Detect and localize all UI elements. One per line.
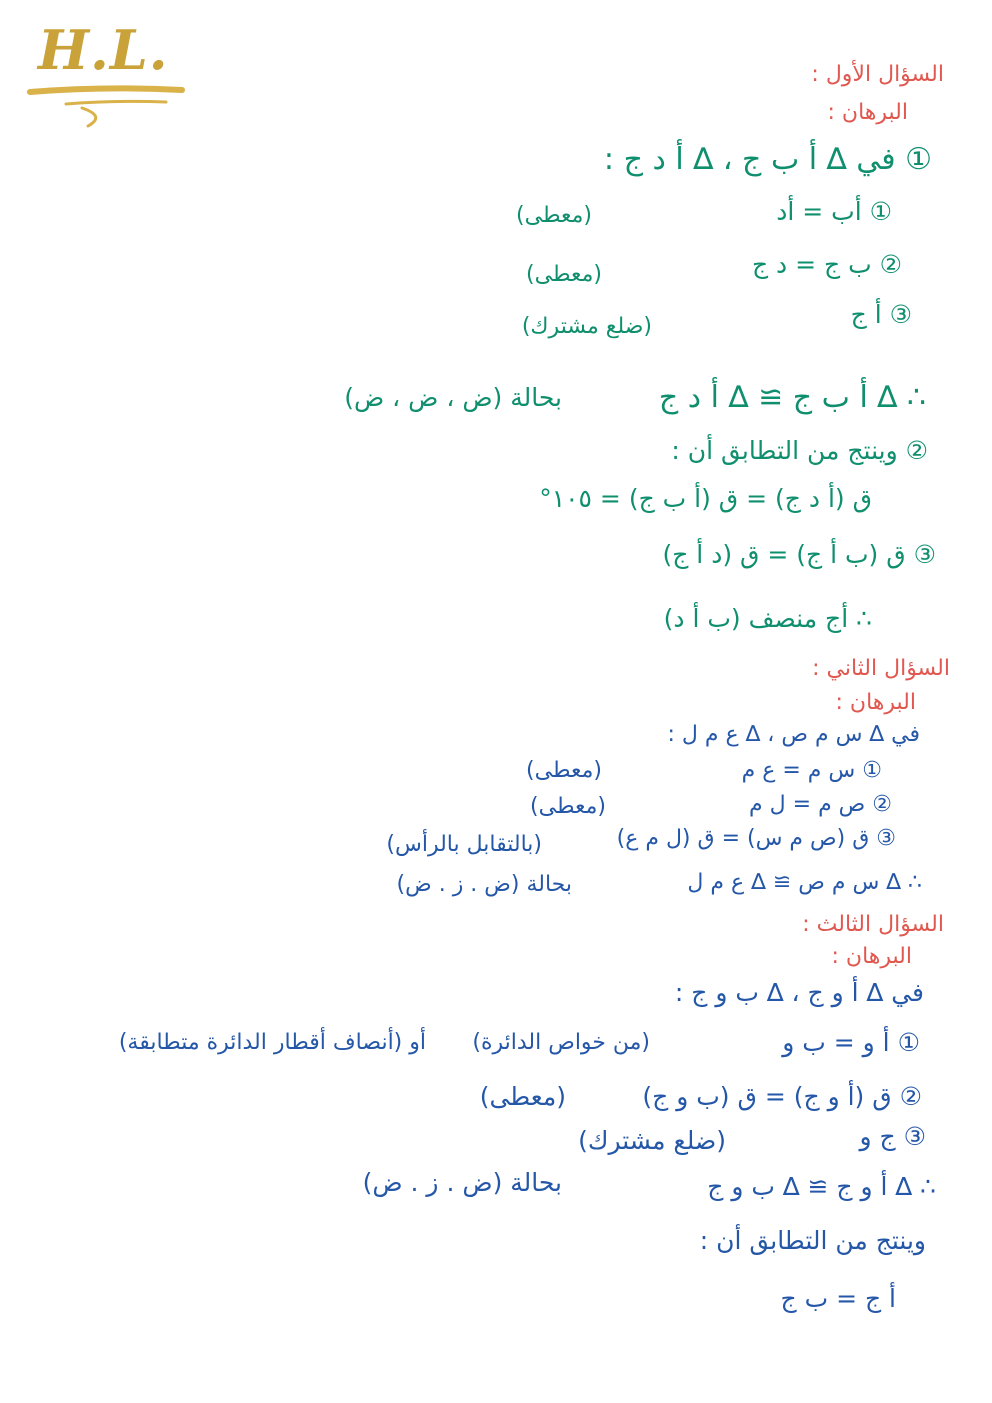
q2-proof-label: البرهان : <box>835 690 916 715</box>
q2-case: بحالة (ض . ز . ض) <box>396 872 572 897</box>
q3-step-1-reason-alt: أو (أنصاف أقطار الدائرة متطابقة) <box>118 1030 426 1055</box>
q1-step-angles: ③ ق (ب أ ج) = ق (د أ ج) <box>662 540 936 569</box>
q2-step-3: ③ ق (ص م س) = ق (ل م ع) <box>616 826 896 851</box>
logo-text: H.L. <box>38 18 169 82</box>
q3-intro: في ∆ أ و ج ، ∆ ب و ج : <box>674 978 924 1007</box>
q1-step-2-reason: (معطى) <box>526 262 602 287</box>
q2-conclusion: ∴ ∆ س م ص ≅ ∆ ع م ل <box>687 870 922 895</box>
logo-underline-icon <box>26 18 186 133</box>
q1-proof-label: البرهان : <box>827 100 908 125</box>
q3-conclusion: ∴ ∆ أ و ج ≅ ∆ ب و ج <box>707 1172 936 1201</box>
q2-step-1-reason: (معطى) <box>526 758 602 783</box>
q1-step-2: ② ب ج = د ج <box>751 250 902 279</box>
q1-step-3-reason: (ضلع مشترك) <box>521 314 652 339</box>
q3-proof-label: البرهان : <box>831 944 912 969</box>
q1-title: السؤال الأول : <box>811 62 944 87</box>
q3-title: السؤال الثالث : <box>802 912 944 937</box>
q3-step-2: ② ق (أ و ج) = ق (ب و ج) <box>642 1082 922 1111</box>
q1-step-3: ③ أ ج <box>850 300 912 329</box>
q2-step-2-reason: (معطى) <box>530 794 606 819</box>
q1-step-1: ① أب = أد <box>776 197 892 226</box>
q2-step-1: ① س م = ع م <box>741 758 882 783</box>
q1-angle-equality: ق (أ د ج) = ق (أ ب ج) = ١٠٥° <box>539 484 872 513</box>
q3-step-3: ③ ج و <box>859 1122 926 1151</box>
q2-step-2: ② ص م = ل م <box>749 792 892 817</box>
logo <box>26 18 186 133</box>
q2-step-3-reason: (بالتقابل بالرأس) <box>386 832 542 857</box>
q3-step-3-reason: (ضلع مشترك) <box>578 1126 726 1155</box>
q2-title: السؤال الثاني : <box>812 656 950 681</box>
q3-step-1: ① أ و = ب و <box>782 1028 920 1057</box>
q2-intro: في ∆ س م ص ، ∆ ع م ل : <box>667 722 920 747</box>
q1-conclusion: ∴ ∆ أ ب ج ≅ ∆ أ د ج <box>658 380 926 415</box>
q1-intro: ① في ∆ أ ب ج ، ∆ أ د ج : <box>603 142 932 177</box>
q1-case: بحالة (ض ، ض ، ض) <box>344 383 562 412</box>
q1-step-1-reason: (معطى) <box>516 203 592 228</box>
q3-step-2-reason: (معطى) <box>479 1082 566 1111</box>
q3-step-1-reason: (من خواص الدائرة) <box>472 1030 650 1055</box>
q3-result: أ ج = ب ج <box>780 1284 896 1313</box>
q1-bisector: ∴ أج منصف (ب أ د) <box>663 604 872 633</box>
q3-case: بحالة (ض . ز . ض) <box>362 1168 562 1197</box>
q3-result-intro: وينتج من التطابق أن : <box>699 1226 926 1255</box>
q1-result-intro: ② وينتج من التطابق أن : <box>671 436 928 465</box>
